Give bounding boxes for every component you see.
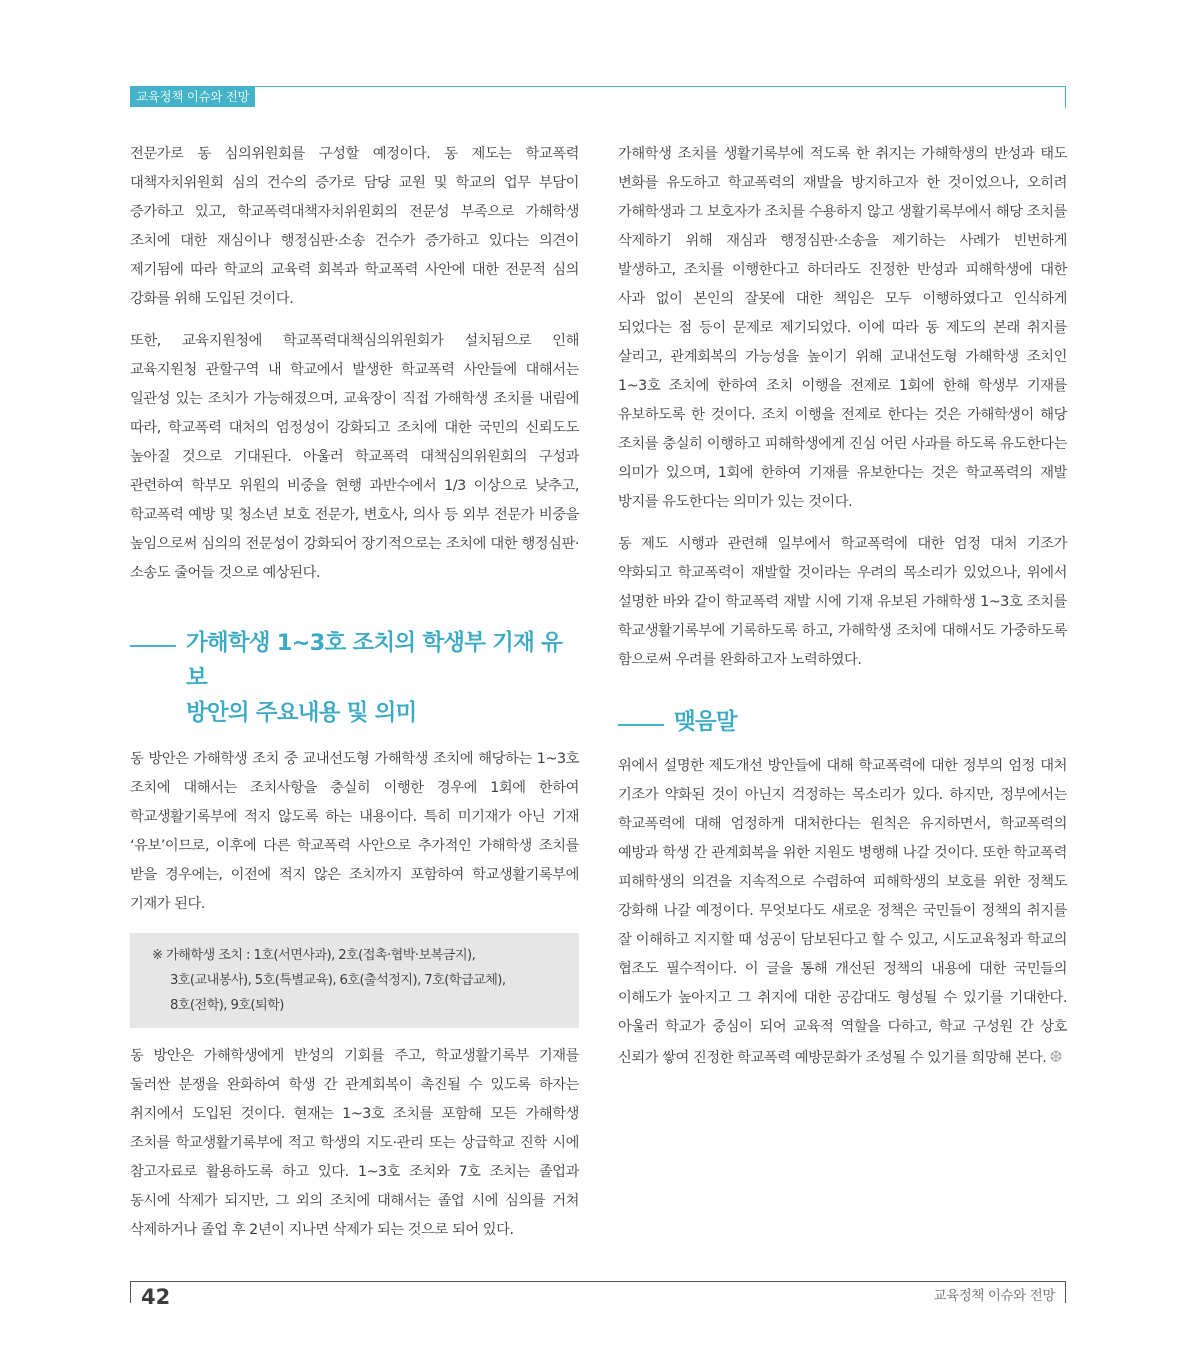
note-line: 3호(교내봉사), 5호(특별교육), 6호(출석정지), 7호(학급교체),	[170, 973, 506, 988]
paragraph: 가해학생 조치를 생활기록부에 적도록 한 취지는 가해학생의 반성과 태도 변화를 유도하고 학교폭력의 재발을 방지하고자 한 것이었으나, 오히려 가해학생과 그 보호자가 조치를 수용하지 않고 생활기록부에서 해당 조치를 삭제하기 위해 재심과 행정심판·소송을 제기하는 사례가 빈번하게 발생하고, 조치를 이행한다고 하더라도 진정한 반성과 피해학생에 대한 사과 없이 본인의 잘못에 대한 책임은 모두 이행하였다고 인식하게 되었다는 점 등이 문제로 제기되었다. 이에 따라 동 제도의 본래 취지를 살리고, 관계회복의 가능성을 높이기 위해 교내선도형 가해학생 조치인 1~3호 조치에 한하여 조치 이행을 전제로 1회에 한해 학생부 기재를 유보하도록 한 것이다. 조치 이행을 전제로 한다는 것은 가해학생이 해당 조치를 충실히 이행하고 피해학생에게 진심 어린 사과를 하도록 유도한다는 의미가 있으며, 1회에 한하여 기재를 유보한다는 것은 학교폭력의 재발 방지를 유도한다는 의미가 있는 것이다.	[618, 146, 1067, 510]
footer-rule-tick-right	[1065, 1281, 1066, 1303]
paragraph: 동 방안은 가해학생에게 반성의 기회를 주고, 학교생활기록부 기재를 둘러싼 분쟁을 완화하여 학생 간 관계회복이 촉진될 수 있도록 하자는 취지에서 도입된 것이다. 현재는 1~3호 조치를 포함해 모든 가해학생 조치를 학교생활기록부에 적고 학생의 지도·관리 또는 상급학교 진학 시에 참고자료로 활용하도록 하고 있다. 1~3호 조치와 7호 조치는 졸업과 동시에 삭제가 되지만, 그 외의 조치에 대해서는 졸업 시에 심의를 거쳐 삭제하거나 졸업 후 2년이 지나면 삭제가 되는 것으로 되어 있다.	[130, 1048, 579, 1238]
header-rule-tick	[1065, 86, 1066, 108]
section-title-line: 가해학생 1~3호 조치의 학생부 기재 유보	[186, 630, 563, 691]
snowflake-icon: ❆	[1049, 1047, 1063, 1066]
footer-rule-tick-left	[130, 1281, 131, 1303]
footer-title: 교육정책 이슈와 전망	[933, 1288, 1055, 1304]
section-title: 맺음말	[674, 709, 737, 735]
header-rule	[130, 86, 1066, 87]
section-heading	[130, 626, 579, 731]
note-line: ※ 가해학생 조치 : 1호(서면사과), 2호(접촉·협박·보복금지),	[152, 948, 476, 963]
section-title-line: 방안의 주요내용 및 의미	[186, 700, 417, 726]
note-line: 8호(전학), 9호(퇴학)	[170, 998, 284, 1013]
right-column	[618, 140, 1067, 1073]
paragraph: 또한, 교육지원청에 학교폭력대책심의위원회가 설치됨으로 인해 교육지원청 관할구역 내 학교에서 발생한 학교폭력 사안들에 대해서는 일관성 있는 조치가 가능해졌으며, 교육장이 직접 가해학생 조치를 내림에 따라, 학교폭력 대처의 엄정성이 강화되고 조치에 대한 국민의 신뢰도도 높아질 것으로 기대된다. 아울러 학교폭력 대책심의위원회의 구성과 관련하여 학부모 위원의 비중을 현행 과반수에서 1/3 이상으로 낮추고, 학교폭력 예방 및 청소년 보호 전문가, 변호사, 의사 등 외부 전문가 비중을 높임으로써 심의의 전문성이 강화되어 장기적으로는 조치에 대한 행정심판·소송도 줄어들 것으로 예상된다.	[130, 333, 579, 581]
paragraph-text: 위에서 설명한 제도개선 방안들에 대해 학교폭력에 대한 정부의 엄정 대처 기조가 약화된 것이 아닌지 걱정하는 목소리가 있다. 하지만, 정부에서는 학교폭력에 대해 엄정하게 대처한다는 원칙은 유지하면서, 학교폭력의 예방과 학생 간 관계회복을 위한 지원도 병행해 나갈 것이다. 또한 학교폭력 피해학생의 의견을 지속적으로 수렴하여 피해학생의 보호를 위한 정책도 강화해 나갈 예정이다. 무엇보다도 새로운 정책은 국민들이 정책의 취지를 잘 이해하고 지지할 때 성공이 담보된다고 할 수 있고, 시도교육청과 학교의 협조도 필수적이다. 이 글을 통해 개선된 정책의 내용에 대한 국민들의 이해도가 높아지고 그 취지에 대한 공감대도 형성될 수 있기를 기대한다. 아울러 학교가 중심이 되어 교육적 역할을 다하고, 학교 구성원 간 상호 신뢰가 쌓여 진정한 학교폭력 예방문화가 조성될 수 있기를 희망해 본다.	[618, 758, 1067, 1066]
paragraph: 전문가로 동 심의위원회를 구성할 예정이다. 동 제도는 학교폭력 대책자치위원회 심의 건수의 증가로 담당 교원 및 학교의 업무 부담이 증가하고 있고, 학교폭력대책자치위원회의 전문성 부족으로 가해학생 조치에 대한 재심이나 행정심판·소송 건수가 증가하고 있다는 의견이 제기됨에 따라 학교의 교육력 회복과 학교폭력 사안에 대한 전문적 심의 강화를 위해 도입된 것이다.	[130, 146, 579, 307]
page-number: 42	[141, 1285, 171, 1309]
closing-paragraph	[618, 752, 1067, 1073]
paragraph: 동 방안은 가해학생 조치 중 교내선도형 가해학생 조치에 해당하는 1~3호 조치에 대해서는 조치사항을 충실히 이행한 경우에 1회에 한하여 학교생활기록부에 적지 않도록 하는 내용이다. 특히 미기재가 아닌 기재 ‘유보’이므로, 이후에 다른 학교폭력 사안으로 추가적인 가해학생 조치를 받을 경우에는, 이전에 적지 않은 조치까지 포함하여 학교생활기록부에 기재가 된다.	[130, 751, 579, 912]
heading-dash	[130, 645, 176, 647]
left-column	[130, 140, 579, 1245]
paragraph: 동 제도 시행과 관련해 일부에서 학교폭력에 대한 엄정 대처 기조가 약화되고 학교폭력이 재발할 것이라는 우려의 목소리가 있었으나, 위에서 설명한 바와 같이 학교폭력 재발 시에 기재 유보된 가해학생 1~3호 조치를 학교생활기록부에 기록하도록 하고, 가해학생 조치에 대해서도 가중하도록 함으로써 우려를 완화하고자 노력하였다.	[618, 536, 1067, 668]
section-heading	[618, 705, 1067, 740]
note-box	[130, 933, 579, 1028]
heading-dash	[618, 724, 664, 726]
section-title	[186, 626, 579, 731]
header-tag: 교육정책 이슈와 전망	[130, 86, 255, 107]
footer-rule	[130, 1281, 1066, 1282]
